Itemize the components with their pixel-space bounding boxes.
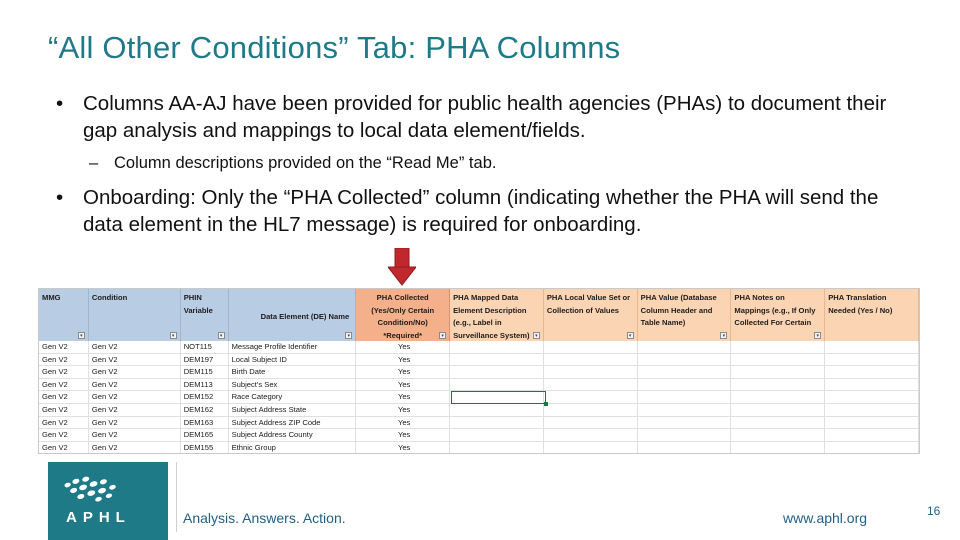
cell-empty[interactable]	[450, 429, 544, 441]
footer-divider	[176, 462, 177, 532]
cell-empty[interactable]	[825, 429, 919, 441]
cell-empty[interactable]	[731, 366, 825, 378]
header-pha-mapped-description: PHA Mapped Data Element Description (e.g., Label in Surveillance System) ▾	[450, 289, 544, 341]
cell-empty[interactable]	[731, 341, 825, 353]
header-pha-translation: PHA Translation Needed (Yes / No)	[825, 289, 919, 341]
aphl-logo	[48, 462, 168, 540]
footer-tagline: Analysis. Answers. Action.	[183, 510, 346, 526]
cell-empty[interactable]	[638, 391, 732, 403]
cell-condition[interactable]: Gen V2	[89, 354, 181, 366]
cell-empty[interactable]	[731, 391, 825, 403]
header-pha-notes: PHA Notes on Mappings (e.g., If Only Collected For Certain ▾	[731, 289, 825, 341]
cell-empty[interactable]	[638, 341, 732, 353]
cell-empty[interactable]	[450, 442, 544, 454]
cell-mmg[interactable]: Gen V2	[39, 341, 89, 353]
aphl-logo-text: APHL	[66, 509, 131, 526]
slide-title: “All Other Conditions” Tab: PHA Columns	[48, 30, 621, 65]
cell-mmg[interactable]: Gen V2	[39, 404, 89, 416]
cell-mmg[interactable]: Gen V2	[39, 391, 89, 403]
filter-dropdown-icon[interactable]: ▾	[170, 332, 177, 339]
cell-pha-collected[interactable]: Yes	[356, 404, 450, 416]
cell-empty[interactable]	[638, 429, 732, 441]
filter-dropdown-icon[interactable]: ▾	[814, 332, 821, 339]
cell-pha-collected[interactable]: Yes	[356, 442, 450, 454]
cell-phin[interactable]: DEM165	[181, 429, 229, 441]
cell-empty[interactable]	[825, 354, 919, 366]
table-row	[39, 366, 919, 379]
header-pha-value: PHA Value (Database Column Header and Table Name) ▾	[638, 289, 732, 341]
cell-empty[interactable]	[450, 379, 544, 391]
filter-dropdown-icon[interactable]: ▾	[627, 332, 634, 339]
bullet-text: Columns AA-AJ have been provided for public health agencies (PHAs) to document their gap analysis and mappings to local data element/fields.	[83, 92, 887, 142]
cell-empty[interactable]	[544, 341, 638, 353]
cell-empty[interactable]	[825, 404, 919, 416]
cell-empty[interactable]	[544, 442, 638, 454]
cell-condition[interactable]: Gen V2	[89, 417, 181, 429]
filter-dropdown-icon[interactable]: ▾	[720, 332, 727, 339]
cell-condition[interactable]: Gen V2	[89, 341, 181, 353]
cell-empty[interactable]	[450, 417, 544, 429]
cell-phin[interactable]: DEM115	[181, 366, 229, 378]
cell-de-name[interactable]: Ethnic Group	[229, 442, 357, 454]
cell-phin[interactable]: DEM152	[181, 391, 229, 403]
cell-de-name[interactable]: Birth Date	[229, 366, 357, 378]
footer-url[interactable]: www.aphl.org	[783, 510, 868, 526]
cell-empty[interactable]	[825, 341, 919, 353]
cell-empty[interactable]	[450, 354, 544, 366]
cell-empty[interactable]	[544, 404, 638, 416]
cell-pha-collected[interactable]: Yes	[356, 391, 450, 403]
filter-dropdown-icon[interactable]: ▾	[439, 332, 446, 339]
bullet-item	[56, 184, 916, 238]
cell-phin[interactable]: DEM113	[181, 379, 229, 391]
cell-mmg[interactable]: Gen V2	[39, 379, 89, 391]
cell-empty[interactable]	[731, 404, 825, 416]
header-condition: Condition ▾	[89, 289, 181, 341]
filter-dropdown-icon[interactable]: ▾	[218, 332, 225, 339]
bullet-item	[56, 90, 916, 144]
cell-empty[interactable]	[825, 366, 919, 378]
cell-empty[interactable]	[450, 341, 544, 353]
sub-bullet-text: Column descriptions provided on the “Read Me” tab.	[114, 154, 497, 172]
cell-condition[interactable]: Gen V2	[89, 404, 181, 416]
table-row	[39, 404, 919, 417]
cell-empty[interactable]	[638, 366, 732, 378]
table-row	[39, 417, 919, 430]
cell-condition[interactable]: Gen V2	[89, 429, 181, 441]
bullet-marker: •	[56, 186, 64, 209]
cell-empty[interactable]	[825, 417, 919, 429]
cell-pha-collected[interactable]: Yes	[356, 366, 450, 378]
sub-bullet-marker: –	[89, 154, 99, 172]
cell-empty[interactable]	[544, 366, 638, 378]
cell-empty[interactable]	[638, 354, 732, 366]
page-number: 16	[927, 504, 941, 518]
cell-phin[interactable]: NOT115	[181, 341, 229, 353]
bullet-list	[56, 90, 916, 238]
spreadsheet-screenshot	[38, 288, 920, 454]
sub-bullet-item	[56, 152, 916, 174]
cell-empty[interactable]	[825, 391, 919, 403]
cell-pha-collected[interactable]: Yes	[356, 341, 450, 353]
cell-mmg[interactable]: Gen V2	[39, 429, 89, 441]
cell-condition[interactable]: Gen V2	[89, 366, 181, 378]
cell-empty[interactable]	[638, 417, 732, 429]
cell-de-name[interactable]: Message Profile Identifier	[229, 341, 357, 353]
cell-mmg[interactable]: Gen V2	[39, 417, 89, 429]
down-arrow-icon	[388, 248, 416, 286]
cell-empty[interactable]	[544, 429, 638, 441]
header-pha-collected: PHA Collected (Yes/Only Certain Condition/No) *Required* ▾	[356, 289, 450, 341]
table-row	[39, 429, 919, 442]
cell-empty[interactable]	[731, 417, 825, 429]
bullet-marker: •	[56, 92, 64, 115]
cell-mmg[interactable]: Gen V2	[39, 354, 89, 366]
cell-empty[interactable]	[450, 366, 544, 378]
table-row	[39, 354, 919, 367]
cell-empty[interactable]	[731, 442, 825, 454]
cell-de-name[interactable]: Subject Address ZIP Code	[229, 417, 357, 429]
cell-empty[interactable]	[544, 354, 638, 366]
cell-de-name[interactable]: Subject Address State	[229, 404, 357, 416]
cell-mmg[interactable]: Gen V2	[39, 442, 89, 454]
table-row	[39, 379, 919, 392]
cell-empty[interactable]	[731, 354, 825, 366]
cell-pha-collected[interactable]: Yes	[356, 417, 450, 429]
header-pha-local-value-set: PHA Local Value Set or Collection of Values ▾	[544, 289, 638, 341]
cell-empty[interactable]	[638, 379, 732, 391]
cell-de-name[interactable]: Local Subject ID	[229, 354, 357, 366]
filter-dropdown-icon[interactable]: ▾	[345, 332, 352, 339]
selected-cell-highlight[interactable]	[451, 391, 546, 404]
cell-condition[interactable]: Gen V2	[89, 442, 181, 454]
bullet-text: Onboarding: Only the “PHA Collected” column (indicating whether the PHA will send the data element in the HL7 message) is required for onboarding.	[83, 186, 879, 236]
cell-pha-collected[interactable]: Yes	[356, 429, 450, 441]
header-data-element-name: Data Element (DE) Name ▾	[229, 289, 357, 341]
cell-de-name[interactable]: Race Category	[229, 391, 357, 403]
cell-phin[interactable]: DEM197	[181, 354, 229, 366]
filter-dropdown-icon[interactable]: ▾	[78, 332, 85, 339]
header-phin-variable: PHIN Variable ▾	[181, 289, 229, 341]
cell-empty[interactable]	[825, 379, 919, 391]
cell-pha-collected[interactable]: Yes	[356, 354, 450, 366]
cell-phin[interactable]: DEM163	[181, 417, 229, 429]
table-row	[39, 341, 919, 354]
cell-empty[interactable]	[825, 442, 919, 454]
cell-pha-collected[interactable]: Yes	[356, 379, 450, 391]
table-row	[39, 442, 919, 454]
cell-phin[interactable]: DEM155	[181, 442, 229, 454]
cell-empty[interactable]	[544, 391, 638, 403]
header-mmg: MMG ▾	[39, 289, 89, 341]
spreadsheet-header-row	[39, 289, 919, 341]
cell-empty[interactable]	[450, 404, 544, 416]
cell-empty[interactable]	[638, 404, 732, 416]
cell-de-name[interactable]: Subject's Sex	[229, 379, 357, 391]
cell-empty[interactable]	[638, 442, 732, 454]
cell-empty[interactable]	[731, 379, 825, 391]
cell-empty[interactable]	[544, 417, 638, 429]
cell-phin[interactable]: DEM162	[181, 404, 229, 416]
cell-mmg[interactable]: Gen V2	[39, 366, 89, 378]
aphl-logo-mark-icon	[62, 472, 120, 506]
cell-condition[interactable]: Gen V2	[89, 391, 181, 403]
cell-empty[interactable]	[544, 379, 638, 391]
cell-condition[interactable]: Gen V2	[89, 379, 181, 391]
cell-de-name[interactable]: Subject Address County	[229, 429, 357, 441]
cell-empty[interactable]	[731, 429, 825, 441]
filter-dropdown-icon[interactable]: ▾	[533, 332, 540, 339]
